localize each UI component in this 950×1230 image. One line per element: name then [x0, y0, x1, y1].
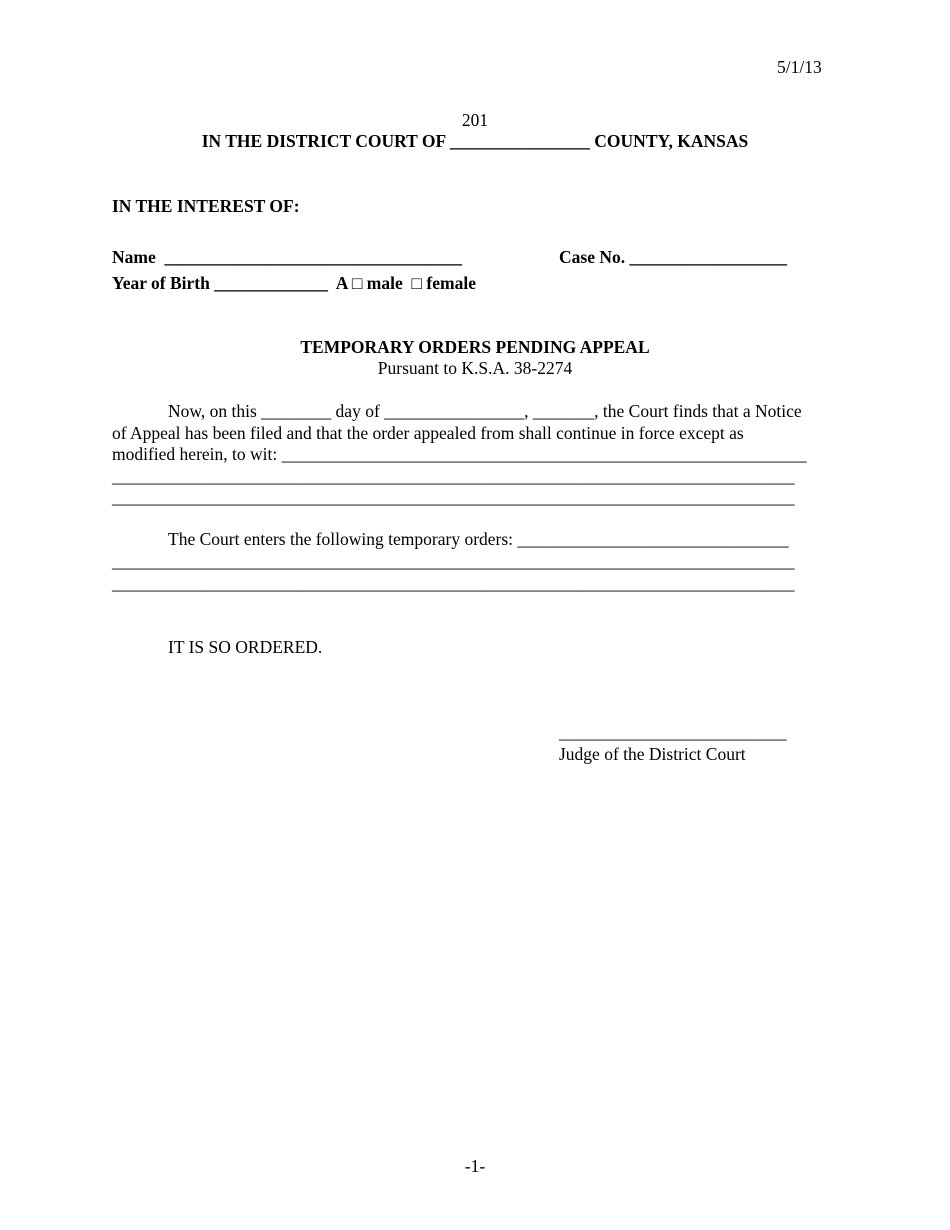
paragraph2-line1[interactable]: The Court enters the following temporary orders: _______________________________: [168, 529, 789, 549]
paragraph2-line2[interactable]: ______________________________________________________________________________: [112, 551, 795, 571]
name-field[interactable]: Name __________________________________: [112, 247, 462, 267]
form-date: 5/1/13: [777, 57, 822, 77]
paragraph1-line4[interactable]: ______________________________________________________________________________: [112, 466, 795, 486]
interest-heading: IN THE INTEREST OF:: [112, 196, 300, 216]
document-title: TEMPORARY ORDERS PENDING APPEAL: [300, 337, 650, 357]
year-of-birth-field[interactable]: Year of Birth _____________ A □ male □ female: [112, 273, 476, 293]
paragraph1-line2: of Appeal has been filed and that the order appealed from shall continue in force except as: [112, 423, 744, 443]
paragraph1-line1[interactable]: Now, on this ________ day of ________________, _______, the Court finds that a Notice: [168, 401, 802, 421]
page-number: -1-: [464, 1156, 486, 1176]
document-subtitle: Pursuant to K.S.A. 38-2274: [377, 358, 573, 378]
so-ordered: IT IS SO ORDERED.: [168, 637, 323, 657]
paragraph1-line3[interactable]: modified herein, to wit: ____________________________________________________________: [112, 444, 807, 464]
signature-label: Judge of the District Court: [559, 744, 746, 764]
form-number: 201: [461, 110, 489, 130]
case-number-field[interactable]: Case No. __________________: [559, 247, 787, 267]
paragraph2-line3[interactable]: ______________________________________________________________________________: [112, 573, 795, 593]
signature-line[interactable]: __________________________: [559, 722, 787, 742]
court-heading: IN THE DISTRICT COURT OF ________________ COUNTY, KANSAS: [201, 131, 749, 151]
paragraph1-line5[interactable]: ______________________________________________________________________________: [112, 487, 795, 507]
